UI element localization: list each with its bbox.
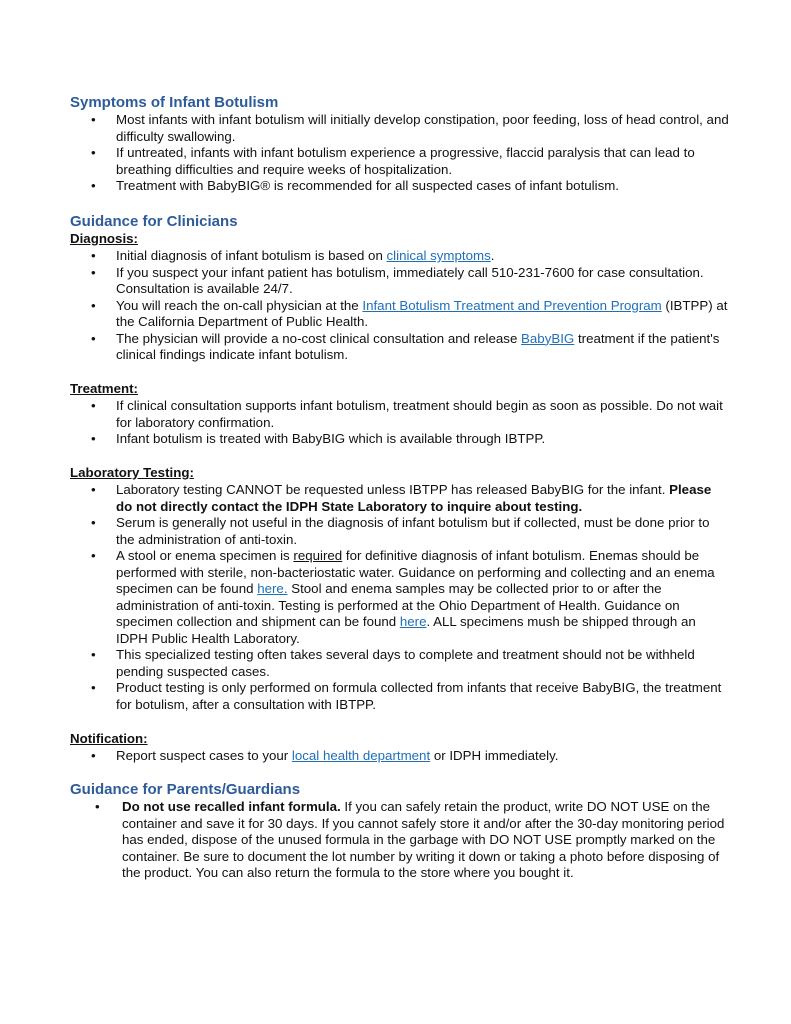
- bullet-icon: •: [91, 330, 96, 346]
- link-ibtpp[interactable]: Infant Botulism Treatment and Prevention Program: [362, 297, 662, 313]
- heading-clinicians: Guidance for Clinicians: [70, 213, 238, 230]
- bullet-icon: •: [95, 799, 100, 814]
- bullet-icon: •: [91, 647, 96, 662]
- bullet-icon: •: [91, 297, 96, 313]
- list-item: • A stool or enema specimen is required for definitive diagnosis of infant botulism. Enemas should be performed with sterile, non-bacteriostatic water. Guidance on performing and collecting and an enema specimen can be found here. Stool and enema samples may be collected prior to or after the administration of anti-toxin. Testing is performed at the Ohio Department of Health. Guidance on specimen collection and shipment can be found here. ALL specimens mush be shipped through an IDPH Public Health Laboratory.: [91, 548, 715, 646]
- list-item: • You will reach the on-call physician at the Infant Botulism Treatment and Prevention Program (IBTPP) at the California Department of Public Health.: [91, 297, 728, 329]
- bullet-icon: •: [91, 515, 96, 530]
- lab-testing-list: [0, 482, 791, 713]
- list-item: • Do not use recalled infant formula. If you can safely retain the product, write DO NOT USE on the container and save it for 30 days. If you cannot safely store it and/or after the 30-day monitoring period has ended, dispose of the unused formula in the garbage with DO NOT USE promptly marked on the container. Be sure to document the lot number by writing it down or taking a photo before disposing of the product. You can also return the formula to the store where you bought it.: [95, 799, 725, 880]
- link-enema-guidance[interactable]: here.: [257, 581, 288, 596]
- bullet-icon: •: [91, 398, 96, 413]
- list-item: • Infant botulism is treated with BabyBIG which is available through IBTPP.: [91, 431, 546, 446]
- subheading-treatment: Treatment:: [70, 381, 138, 396]
- list-item: • Serum is generally not useful in the diagnosis of infant botulism but if collected, must be done prior to the administration of anti-toxin.: [91, 515, 710, 547]
- bullet-icon: •: [91, 248, 96, 263]
- bullet-icon: •: [91, 680, 96, 695]
- heading-symptoms: Symptoms of Infant Botulism: [70, 94, 279, 111]
- list-item: • Initial diagnosis of infant botulism is based on clinical symptoms.: [91, 248, 495, 263]
- subheading-diagnosis: Diagnosis:: [70, 231, 138, 246]
- link-clinical-symptoms[interactable]: clinical symptoms: [386, 248, 491, 263]
- subheading-lab-testing: Laboratory Testing:: [70, 465, 194, 480]
- link-babybig[interactable]: BabyBIG: [521, 330, 575, 346]
- list-item: • Report suspect cases to your local health department or IDPH immediately.: [91, 748, 559, 763]
- treatment-list: [0, 398, 791, 448]
- notification-list: [0, 748, 791, 765]
- bullet-icon: •: [91, 264, 96, 280]
- link-local-health-department[interactable]: local health department: [291, 748, 431, 763]
- list-item: • If you suspect your infant patient has botulism, immediately call 510-231-7600 for case consultation. Consultation is available 24/7.: [91, 264, 704, 296]
- diagnosis-list: [0, 248, 791, 364]
- subheading-notification: Notification:: [70, 731, 148, 746]
- list-item: • Treatment with BabyBIG® is recommended for all suspected cases of infant botulism.: [91, 178, 619, 193]
- list-item: • If clinical consultation supports infant botulism, treatment should begin as soon as possible. Do not wait for laboratory confirmation.: [91, 398, 723, 430]
- bullet-icon: •: [91, 112, 96, 127]
- list-item: • The physician will provide a no-cost clinical consultation and release BabyBIG treatment if the patient's clinical findings indicate infant botulism.: [91, 330, 720, 362]
- list-item: • Most infants with infant botulism will initially develop constipation, poor feeding, loss of head control, and difficulty swallowing.: [91, 112, 729, 144]
- list-item: • If untreated, infants with infant botulism experience a progressive, flaccid paralysis that can lead to breathing difficulties and require weeks of hospitalization.: [91, 145, 695, 177]
- bullet-icon: •: [91, 482, 96, 497]
- list-item: • This specialized testing often takes several days to complete and treatment should not be withheld pending suspected cases.: [91, 647, 695, 679]
- list-item: • Laboratory testing CANNOT be requested unless IBTPP has released BabyBIG for the infant. Please do not directly contact the IDPH State Laboratory to inquire about testing.: [91, 482, 712, 514]
- symptoms-list: [0, 112, 791, 195]
- link-specimen-guidance[interactable]: here: [399, 614, 427, 629]
- bullet-icon: •: [91, 748, 96, 763]
- bullet-icon: •: [91, 431, 96, 446]
- bullet-icon: •: [91, 145, 96, 160]
- parents-list: [0, 799, 791, 882]
- list-item: • Product testing is only performed on formula collected from infants that receive BabyBIG, the treatment for botulism, after a consultation with IBTPP.: [91, 680, 722, 712]
- bullet-icon: •: [91, 178, 96, 193]
- bullet-icon: •: [91, 548, 96, 563]
- heading-parents: Guidance for Parents/Guardians: [70, 781, 301, 798]
